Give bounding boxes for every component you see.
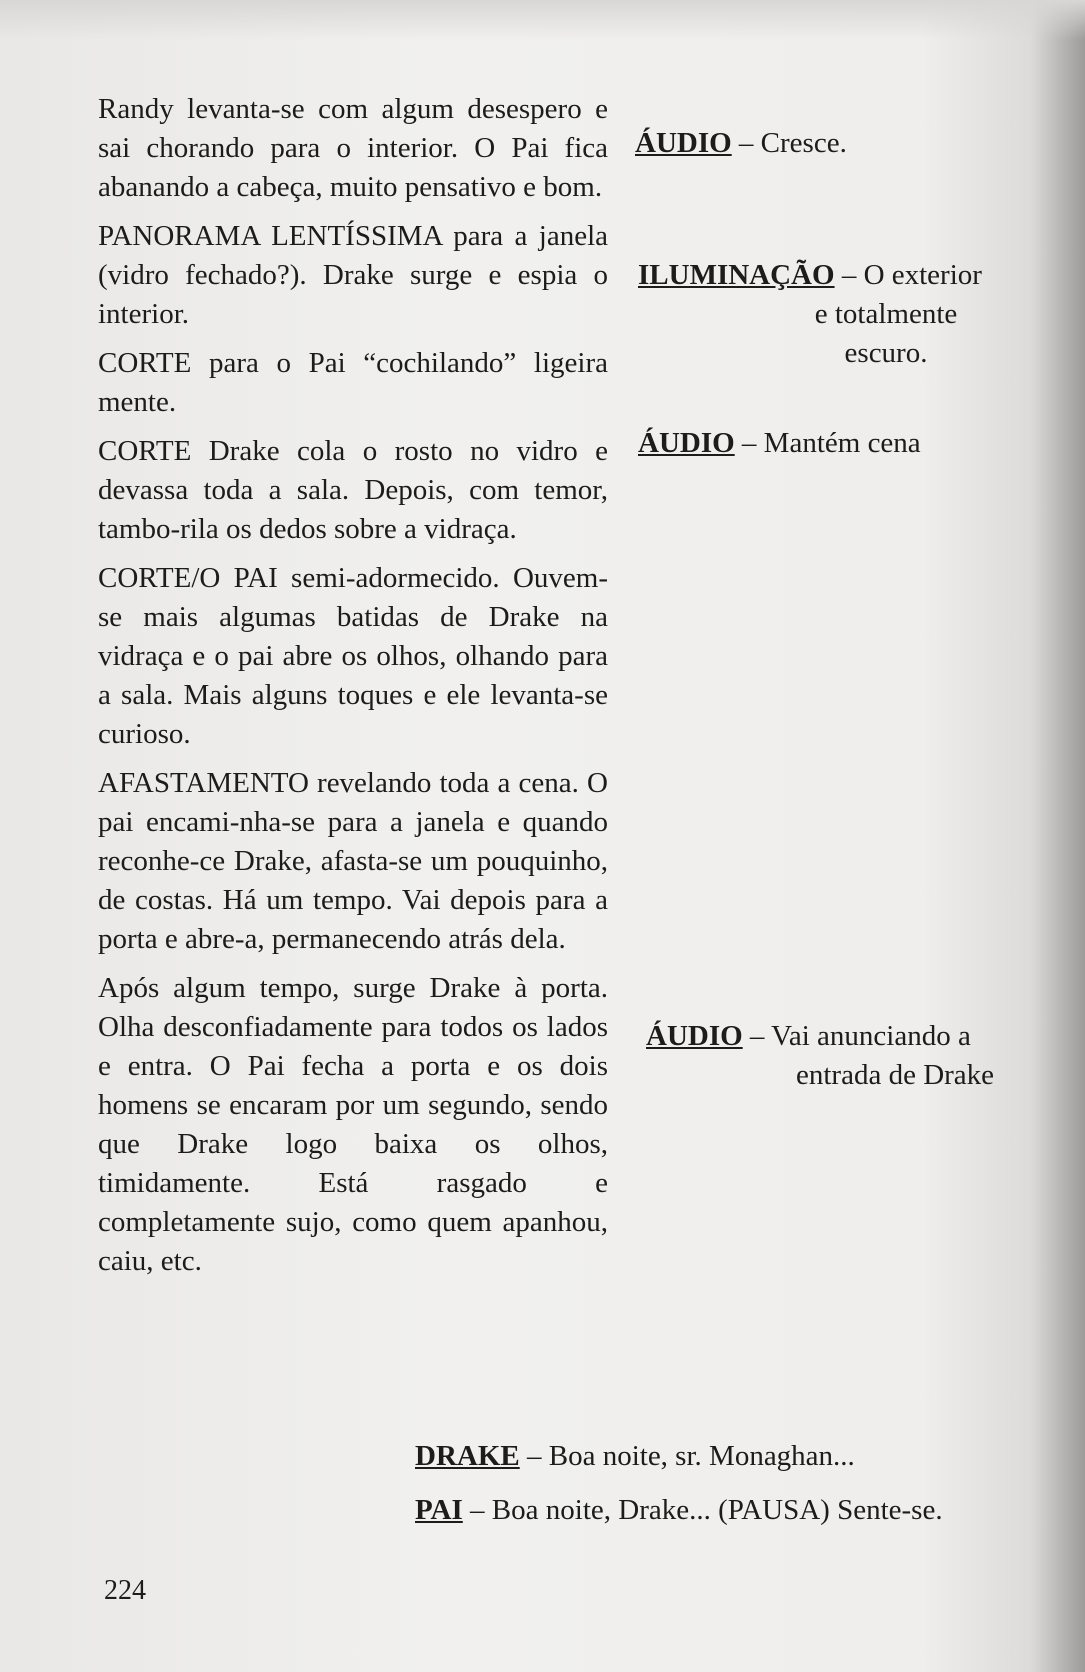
top-shadow (0, 0, 1085, 40)
speaker-name: DRAKE (415, 1440, 520, 1472)
cue-lighting (638, 256, 1033, 373)
paragraph-7: Após algum tempo, surge Drake à porta. Olha desconfiadamente para todos os lados e entra. O Pai fecha a porta e os dois homens se encaram por um segundo, sendo que Drake logo baixa os olhos, timidamente. Está rasgado e completamente sujo, como quem apanhou, caiu, etc. (98, 972, 608, 1277)
cue-text: – Mantém cena (741, 427, 921, 459)
paragraph-1: Randy levanta-se com algum desespero e sai chorando para o interior. O Pai fica abanando a cabeça, muito pensativo e bom. (98, 93, 608, 203)
paragraph-4: CORTE Drake cola o rosto no vidro e devassa toda a sala. Depois, com temor, tambo-rila os dedos sobre a vidraça. (98, 435, 608, 545)
cue-text-continued: e totalmente escuro. (814, 298, 958, 369)
cue-label: ÁUDIO (638, 427, 735, 459)
speaker-name: PAI (415, 1494, 463, 1526)
dialogue-pai (415, 1491, 943, 1530)
cue-text: – O exterior (841, 259, 982, 291)
cue-audio-1 (635, 124, 847, 163)
cue-text: – Vai anunciando a (749, 1020, 971, 1052)
dialogue-drake (415, 1437, 855, 1476)
cue-text: – Cresce. (738, 127, 847, 159)
cue-audio-3 (646, 1017, 994, 1095)
dialogue-line: – Boa noite, Drake... (PAUSA) Sente-se. (462, 1494, 943, 1526)
cue-label: ILUMINAÇÃO (638, 259, 835, 291)
dialogue-line: – Boa noite, sr. Monaghan... (519, 1440, 855, 1472)
cue-label: ÁUDIO (646, 1020, 743, 1052)
paragraph-6: AFASTAMENTO revelando toda a cena. O pai encami-nha-se para a janela e quando reconhe-ce Drake, afasta-se um pouquinho, de costas. Há um tempo. Vai depois para a porta e abre-a, permanecendo atrás dela. (98, 767, 608, 955)
paragraph-2: PANORAMA LENTÍSSIMA para a janela (vidro fechado?). Drake surge e espia o interior. (98, 220, 608, 330)
left-column (98, 90, 608, 1291)
paragraph-3: CORTE para o Pai “cochilando” ligeira mente. (98, 347, 608, 418)
cue-text-continued: entrada de Drake (796, 1059, 995, 1091)
page-number: 224 (104, 1575, 146, 1606)
paragraph-5: CORTE/O PAI semi-adormecido. Ouvem-se mais algumas batidas de Drake na vidraça e o pai abre os olhos, olhando para a sala. Mais alguns toques e ele levanta-se curioso. (98, 562, 608, 750)
cue-label: ÁUDIO (635, 127, 732, 159)
cue-audio-2 (638, 424, 921, 463)
